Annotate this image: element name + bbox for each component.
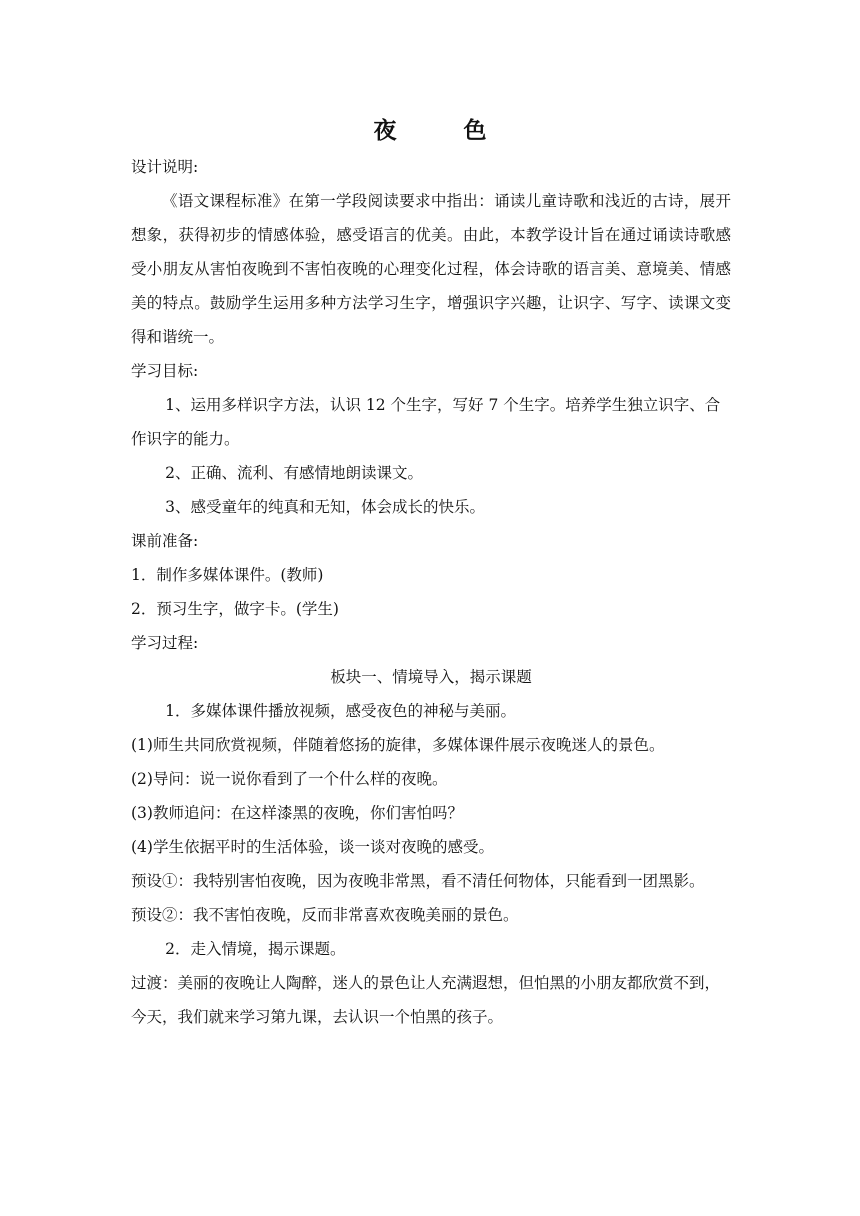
sub-step-3: (3)教师追问：在这样漆黑的夜晚，你们害怕吗？ — [131, 804, 463, 822]
design-paragraph: 《语文课程标准》在第一学段阅读要求中指出：诵读儿童诗歌和浅近的古诗，展开想象，获得初步的情感体验，感受语言的优美。由此，本教学设计旨在通过诵读诗歌感受小朋友从害怕夜晚到不害怕夜晚的心理变化过程，体会诗歌的语言美、意境美、情感美的特点。鼓励学生运用多种方法学习生字，增强识字兴趣，让识字、写字、读课文变得和谐统一。 — [131, 192, 731, 346]
goal-item-1: 1、运用多样识字方法，认识 12 个生字，写好 7 个生字。培养学生独立识字、合作识字的能力。 — [131, 396, 721, 448]
prep-item-2: 2．预习生字，做字卡。(学生) — [131, 600, 339, 618]
sub-step-2: (2)导问：说一说你看到了一个什么样的夜晚。 — [131, 770, 448, 788]
process-heading: 学习过程: — [131, 634, 199, 652]
preset-2: 预设②：我不害怕夜晚，反而非常喜欢夜晚美丽的景色。 — [131, 906, 519, 924]
prep-heading: 课前准备: — [131, 532, 199, 550]
goal-item-3: 3、感受童年的纯真和无知，体会成长的快乐。 — [165, 498, 485, 516]
prep-item-1: 1．制作多媒体课件。(教师) — [131, 566, 324, 584]
sub-step-1: (1)师生共同欣赏视频，伴随着悠扬的旋律，多媒体课件展示夜晚迷人的景色。 — [131, 736, 665, 754]
design-heading: 设计说明: — [131, 158, 199, 176]
document-title: 夜 色 — [373, 118, 509, 144]
document-body — [131, 150, 731, 1034]
goals-heading: 学习目标: — [131, 362, 199, 380]
preset-1: 预设①：我特别害怕夜晚，因为夜晚非常黑，看不清任何物体，只能看到一团黑影。 — [131, 872, 705, 890]
transition-paragraph: 过渡：美丽的夜晚让人陶醉，迷人的景色让人充满遐想，但怕黑的小朋友都欣赏不到，今天，我们就来学习第九课，去认识一个怕黑的孩子。 — [131, 974, 721, 1026]
goal-item-2: 2、正确、流利、有感情地朗读课文。 — [165, 464, 423, 482]
process-step-1: 1．多媒体课件播放视频，感受夜色的神秘与美丽。 — [165, 702, 516, 720]
section-heading: 板块一、情境导入，揭示课题 — [330, 668, 532, 686]
process-step-2: 2．走入情境，揭示课题。 — [165, 940, 346, 958]
sub-step-4: (4)学生依据平时的生活体验，谈一谈对夜晚的感受。 — [131, 838, 494, 856]
